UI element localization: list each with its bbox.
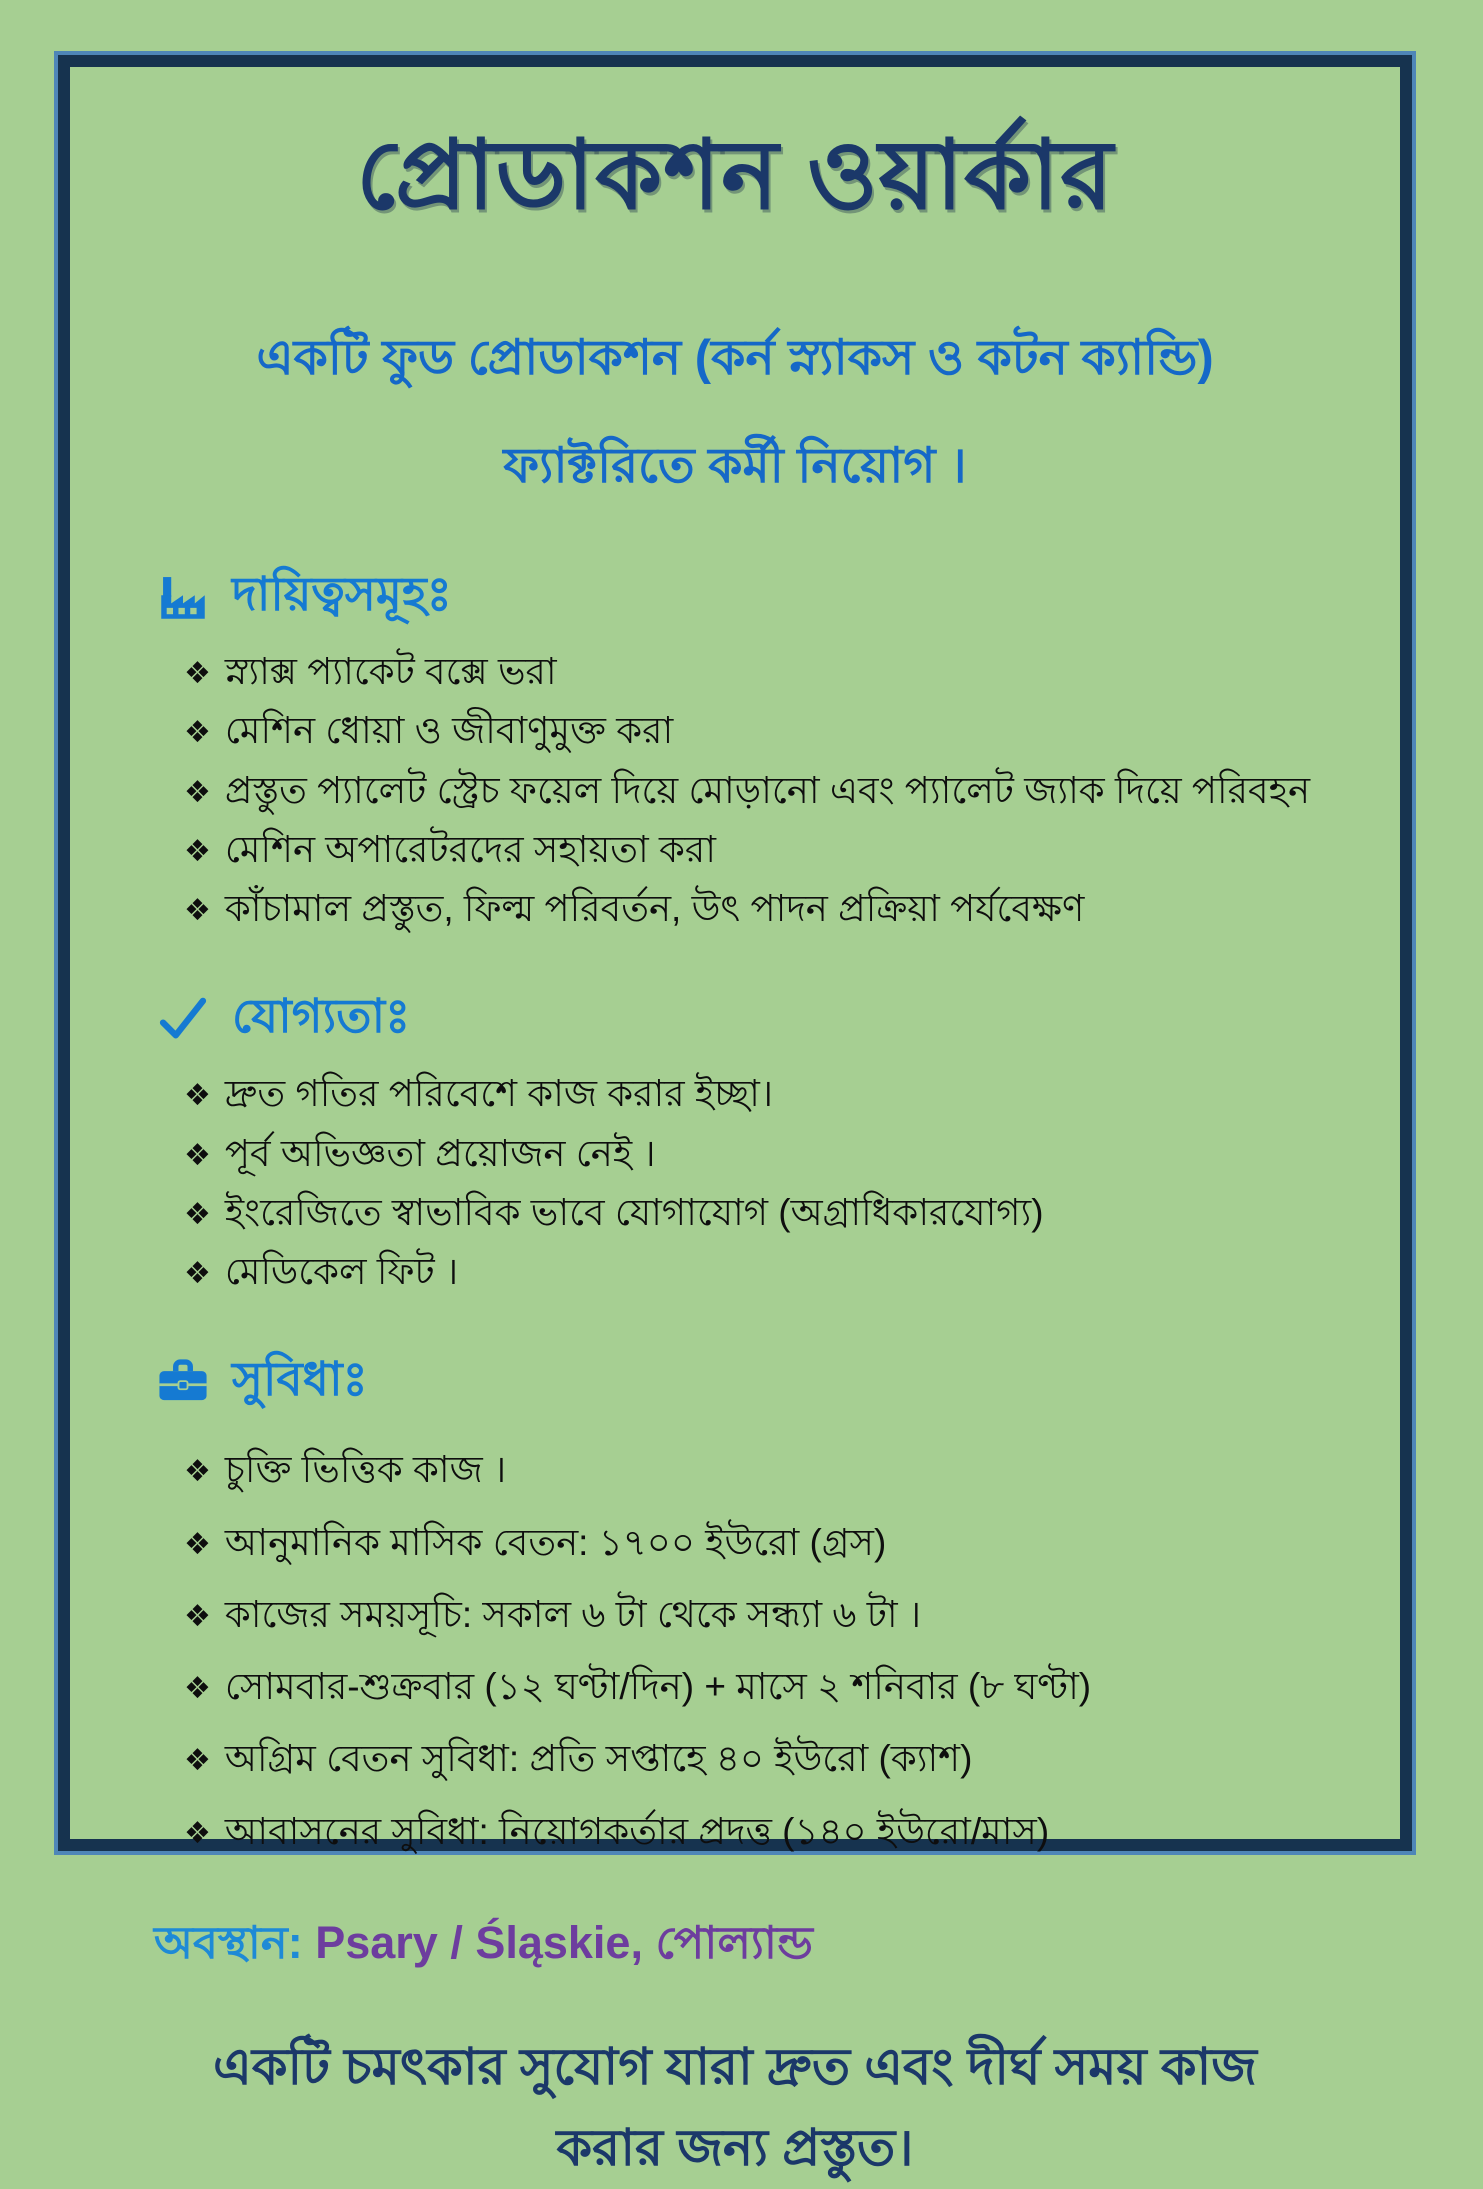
section-heading-qualifications xyxy=(154,980,1334,1058)
list-item xyxy=(184,886,1334,932)
list-item-text: অগ্রিম বেতন সুবিধা: প্রতি সপ্তাহে ৪০ ইউরো (ক্যাশ) xyxy=(224,1738,973,1780)
section-heading-label: যোগ্যতাঃ xyxy=(232,989,411,1043)
list-item xyxy=(184,708,1334,754)
list-item-text: প্রস্তুত প্যালেট স্ট্রেচ ফয়েল দিয়ে মোড়ানো এবং প্যালেট জ্যাক দিয়ে পরিবহন xyxy=(224,769,1311,811)
list-item-text: মেশিন অপারেটরদের সহায়তা করা xyxy=(224,828,717,870)
list-item xyxy=(184,1447,1334,1493)
list-item-text: ইংরেজিতে স্বাভাবিক ভাবে যোগাযোগ (অগ্রাধিকারযোগ্য) xyxy=(224,1191,1044,1233)
bullet-diamond-icon: ❖ xyxy=(184,1599,211,1633)
responsibilities-list xyxy=(136,649,1334,932)
location-label: অবস্থান: xyxy=(154,1916,303,1968)
page-title: প্রোডাকশন ওয়ার্কার xyxy=(356,122,1114,229)
briefcase-icon xyxy=(154,1353,212,1411)
subtitle-line-1: একটি ফুড প্রোডাকশন (কর্ন স্ন্যাকস ও কটন ক্যান্ডি) xyxy=(256,331,1214,385)
qualifications-list xyxy=(136,1071,1334,1295)
section-heading-responsibilities xyxy=(154,558,1334,636)
list-item xyxy=(184,768,1334,814)
footer-line-1: একটি চমৎকার সুযোগ যারা দ্রুত এবং দীর্ঘ সময় কাজ xyxy=(213,2037,1257,2095)
list-item xyxy=(184,1520,1334,1566)
bullet-diamond-icon: ❖ xyxy=(184,1455,211,1489)
list-item-text: আনুমানিক মাসিক বেতন: ১৭০০ ইউরো (গ্রস) xyxy=(224,1521,887,1563)
checkmark-icon xyxy=(154,990,212,1048)
bullet-diamond-icon: ❖ xyxy=(184,716,211,750)
poster-content xyxy=(70,67,1400,2177)
list-item xyxy=(184,1131,1334,1177)
list-item xyxy=(184,1592,1334,1638)
list-item-text: দ্রুত গতির পরিবেশে কাজ করার ইচ্ছা। xyxy=(224,1073,774,1115)
list-item-text: কাঁচামাল প্রস্তুত, ফিল্ম পরিবর্তন, উৎ পাদন প্রক্রিয়া পর্যবেক্ষণ xyxy=(224,888,1085,929)
list-item xyxy=(184,1809,1334,1855)
bullet-diamond-icon: ❖ xyxy=(184,1672,211,1705)
list-item-text: পূর্ব অভিজ্ঞতা প্রয়োজন নেই । xyxy=(224,1132,656,1174)
list-item-text: স্ন্যাক্স প্যাকেট বক্সে ভরা xyxy=(224,651,557,692)
list-item-text: চুক্তি ভিত্তিক কাজ । xyxy=(224,1449,507,1491)
bullet-diamond-icon: ❖ xyxy=(184,834,211,868)
bullet-diamond-icon: ❖ xyxy=(184,1816,211,1850)
list-item-text: কাজের সময়সূচি: সকাল ৬ টা থেকে সন্ধ্যা ৬ টা । xyxy=(224,1593,922,1635)
list-item xyxy=(184,1736,1334,1782)
section-heading-label: দায়িত্বসমূহঃ xyxy=(232,567,452,620)
subtitle-line-2: ফ্যাক্টরিতে কর্মী নিয়োগ । xyxy=(503,439,967,493)
section-heading-benefits xyxy=(154,1343,1334,1421)
bullet-diamond-icon: ❖ xyxy=(184,1079,211,1113)
list-item-text: মেশিন ধোয়া ও জীবাণুমুক্ত করা xyxy=(224,710,674,752)
footer-line-2: করার জন্য প্রস্তুত। xyxy=(556,2119,914,2177)
bullet-diamond-icon: ❖ xyxy=(184,1197,211,1231)
factory-icon xyxy=(154,568,212,626)
location-value: Psary / Śląskie, পোল্যান্ড xyxy=(315,1916,813,1968)
list-item-text: আবাসনের সুবিধা: নিয়োগকর্তার প্রদত্ত (১৪০ ইউরো/মাস) xyxy=(224,1810,1050,1852)
benefits-list xyxy=(136,1447,1334,1855)
bullet-diamond-icon: ❖ xyxy=(184,1138,211,1172)
bullet-diamond-icon: ❖ xyxy=(184,1527,211,1561)
bullet-diamond-icon: ❖ xyxy=(184,775,211,809)
list-item-text: সোমবার-শুক্রবার (১২ ঘণ্টা/দিন) + মাসে ২ শনিবার (৮ ঘণ্টা) xyxy=(224,1666,1092,1707)
bullet-diamond-icon: ❖ xyxy=(184,657,211,690)
poster-frame xyxy=(58,55,1412,2177)
location-row xyxy=(154,1909,1334,1984)
bullet-diamond-icon: ❖ xyxy=(184,894,211,927)
list-item xyxy=(184,1190,1334,1236)
section-heading-label: সুবিধাঃ xyxy=(232,1352,368,1406)
footer-statement xyxy=(136,2026,1334,2189)
list-item xyxy=(184,1071,1334,1117)
list-item xyxy=(184,1249,1334,1295)
list-item xyxy=(184,1664,1334,1710)
list-item-text: মেডিকেল ফিট । xyxy=(224,1251,459,1292)
bullet-diamond-icon: ❖ xyxy=(184,1257,211,1290)
list-item xyxy=(184,827,1334,873)
bullet-diamond-icon: ❖ xyxy=(184,1744,211,1778)
list-item xyxy=(184,649,1334,695)
